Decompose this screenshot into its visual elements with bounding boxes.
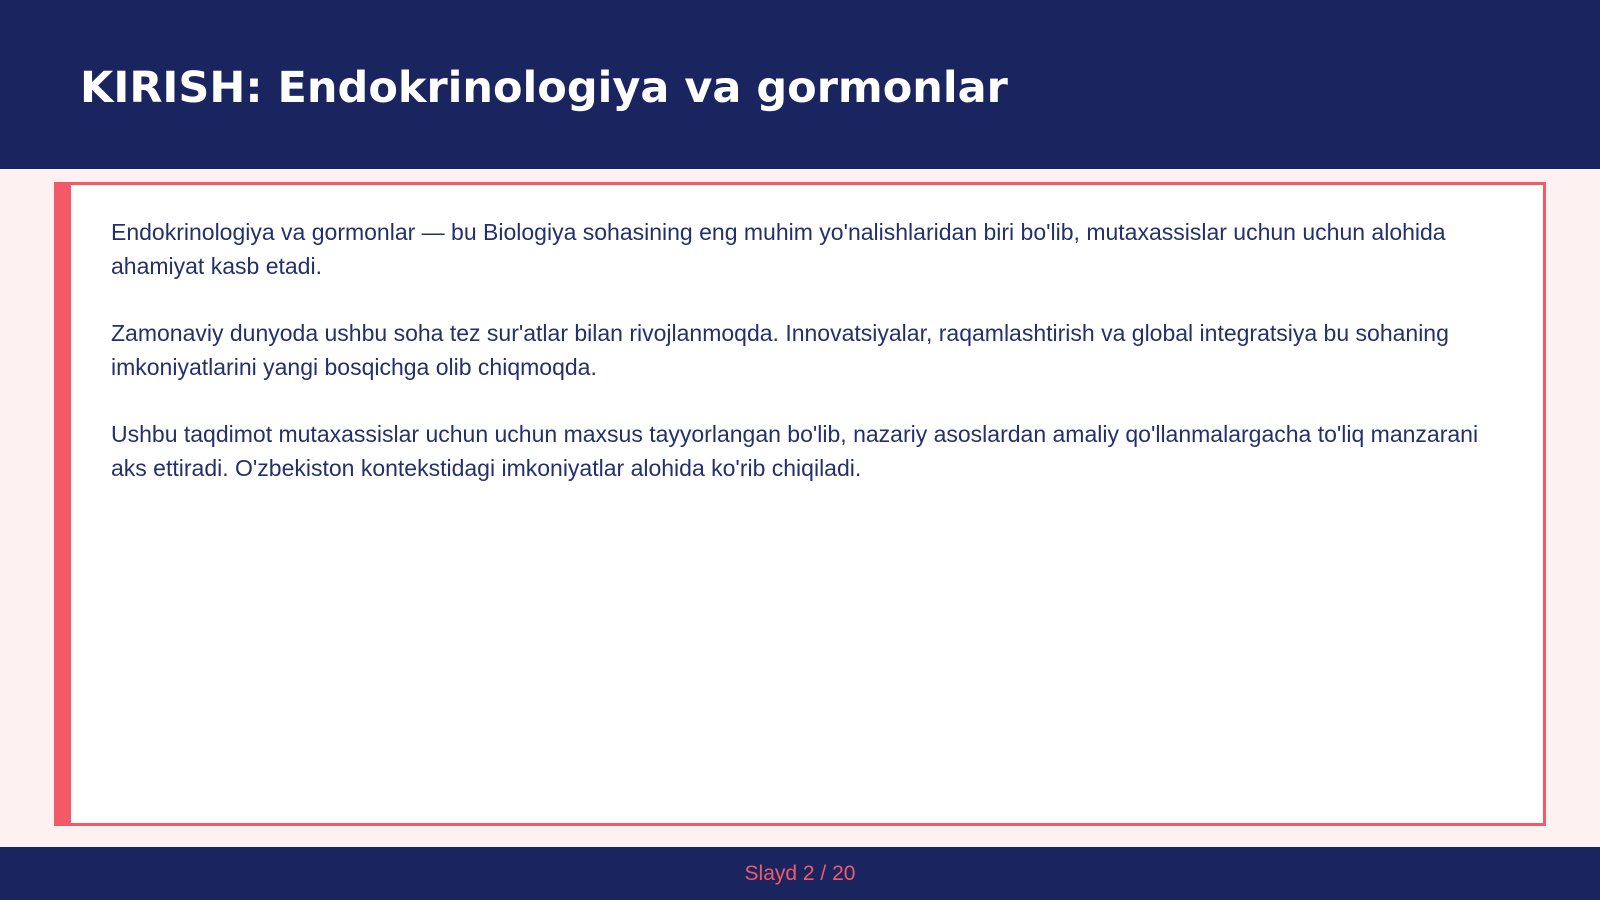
slide-title: KIRISH: Endokrinologiya va gormonlar	[80, 63, 1008, 113]
content-panel	[54, 182, 1546, 826]
paragraph-modern-world: Zamonaviy dunyoda ushbu soha tez sur'atlar bilan rivojlanmoqda. Innovatsiyalar, raqamlashtirish va global integratsiya bu sohaning imkoniyatlarini yangi bosqichga olib chiqmoqda.	[111, 320, 1449, 380]
paragraph-intro: Endokrinologiya va gormonlar — bu Biologiya sohasining eng muhim yo'nalishlaridan biri bo'lib, mutaxassislar uchun uchun alohida ahamiyat kasb etadi.	[111, 219, 1446, 279]
paragraph-presentation-purpose: Ushbu taqdimot mutaxassislar uchun uchun maxsus tayyorlangan bo'lib, nazariy asoslardan amaliy qo'llanmalargacha to'liq manzarani aks ettiradi. O'zbekiston kontekstidagi imkoniyatlar alohida ko'rib chiqiladi.	[111, 421, 1479, 481]
slide-header	[0, 0, 1600, 169]
slide-footer	[0, 847, 1600, 900]
content-text	[111, 215, 1506, 518]
slide-counter: Slayd 2 / 20	[744, 862, 856, 885]
